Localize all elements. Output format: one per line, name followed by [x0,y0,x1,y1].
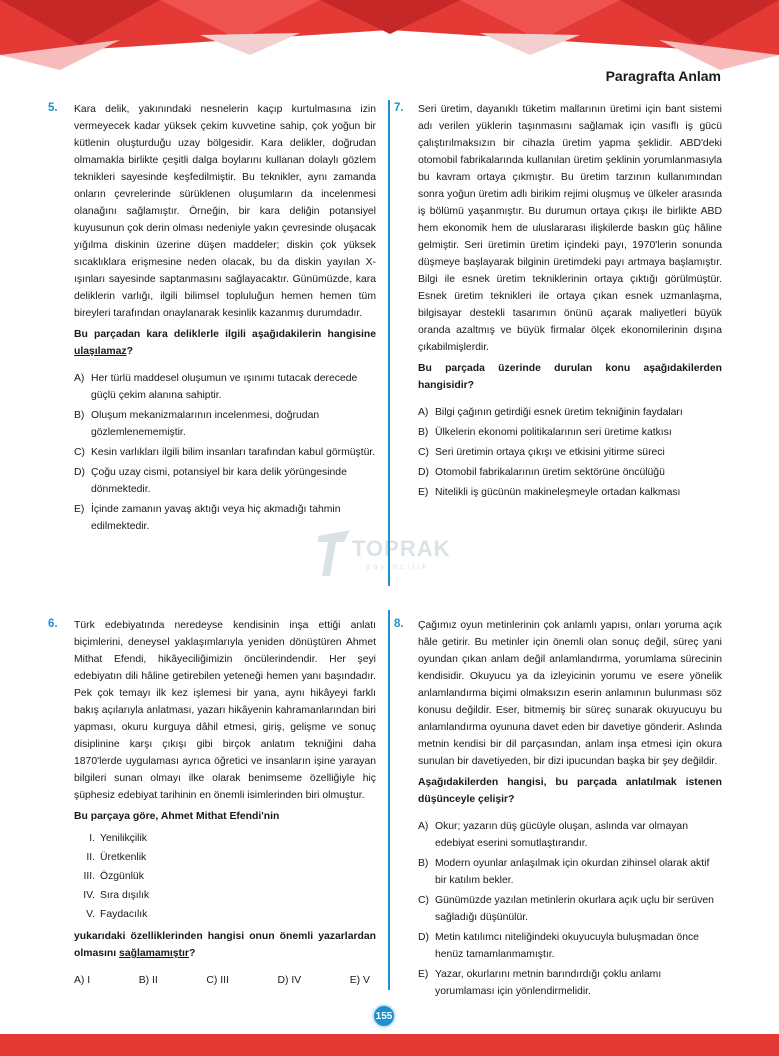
watermark-brand: TOPRAK [352,536,451,561]
question-6-option-b[interactable]: B) II [138,975,158,986]
question-8-option-e[interactable]: E) Yazar, okurlarını metnin barındırdığı çoklu anlamı yorumlaması için yönlendirmelidir. [418,969,662,997]
question-5-number: 5. [48,102,58,114]
question-5-option-a[interactable]: A) Her türlü maddesel oluşumun ve ışınımı tutacak derecede güçlü çekim alanına sahiptir. [74,373,358,401]
column-divider-top [388,100,390,586]
question-7-passage: Seri üretim, dayanıklı tüketim mallarının üretimi için bant sistemi adı verilen yüklerin taşınmasını sağlamak için vasıflı iş gücü çalıştırılmaksızın bir cihazla üretim yapma şeklidir. ABD'deki otomobil fabrikalarında kullanılan üretim şeklinin yorumlanmasıyla bu kavram ortaya çıkmıştır. Bu üretim tarzının kullanımından sonra yoğun üretim adlı birikim rejimi oluşmuş ve ülkeler arasında iş bölümü yaşanmıştır. Bu durumun ortaya çıkışı ile birlikte ABD hem ekonomik hem de uluslararası ilişkilerde baskın güç hâline gelmiştir. Seri üretimin üretim içindeki payı, 1970'lerin sonunda düşmeye başlayarak bilginin üretimdeki payı artmaya başlamıştır. Bilgi ile esnek üretim tekniklerinin ortaya çıktığı görülmüştür. Esnek üretim teknikleri ile ortaya çıkan esnek uzmanlaşma, bilgisayar destekli tasarımın önünü açarak maliyetleri büyük oranda azaltmış ve büyük firmalar ölçek ekonomilerinin dışına çıkabilmişlerdir. [418,104,722,353]
footer-decoration [0,1034,779,1056]
column-divider-bottom [388,610,390,990]
question-5 [74,101,376,538]
question-6-items [74,829,376,924]
question-6-item-5: V. Faydacılık [86,909,148,920]
question-6-item-2: II. Üretkenlik [86,852,147,863]
question-8-options [418,818,722,1000]
question-6-item-3: III. Özgünlük [83,871,144,882]
question-7-option-e[interactable]: E) Nitelikli iş gücünün makineleşmeyle ortadan kalkması [418,487,681,498]
question-6-item-1: I. Yenilikçilik [89,833,147,844]
question-8-option-d[interactable]: D) Metin katılımcı niteliğindeki okuyucuyla buluşmadan önce henüz tamamlanmamıştır. [418,932,699,960]
question-5-option-e[interactable]: E) İçinde zamanın yavaş aktığı veya hiç akmadığı tahmin edilmektedir. [74,504,341,532]
question-7-options [418,404,722,501]
question-8-number: 8. [394,618,404,630]
question-6-option-c[interactable]: C) III [206,975,229,986]
question-5-passage: Kara delik, yakınındaki nesnelerin kaçıp kurtulmasına izin vermeyecek kadar yüksek çekim kuvvetine sahip, çok yoğun bir kütlenin oluşturduğu uzay bölgesidir. Kara delikler, doğrudan olmamakla birlikte çeşitli dalga boylarını kullanan dolaylı gözlem teknikleri sayesinde keşfedilmiştir. Bu teknikler, aynı zamanda onların çevrelerinde sürüklenen oluşumların da incelenmesi olanağını sağlamıştır. Örneğin, bir kara deliğin potansiyel kuyusunun çok derin olması nedeniyle yakın çevresinde oluşacak yığılma diskinin üzerine düşen maddeler; diskin çok yüksek sıcaklıklara erişmesine neden olacak, bu da diskin yayılan X-ışınları sayesinde saptanmasını sağlayacaktır. Günümüzde, kara deliklerin varlığı, ilgili bilimsel topluluğun hemen hemen tüm bireyleri tarafından onaylanarak kesinlik kazanmış durumdadır. [74,104,376,319]
question-7-stem: Bu parçada üzerinde durulan konu aşağıdakilerden hangisidir? [418,363,722,391]
question-5-stem-underlined: ulaşılamaz [74,346,127,357]
question-8-option-b[interactable]: B) Modern oyunlar anlaşılmak için okurdan zihinsel olarak aktif bir katılım bekler. [418,858,710,886]
question-7-option-b[interactable]: B) Ülkelerin ekonomi politikalarının seri üretime katkısı [418,427,672,438]
question-6-stem-underlined: sağlamamıştır [119,948,189,959]
question-6-stem-2: yukarıdaki özelliklerinden hangisi onun önemli yazarlardan olmasını sağlamamıştır? [74,931,376,959]
question-7-number: 7. [394,102,404,114]
question-6-item-4: IV. Sıra dışılık [83,890,150,901]
question-7 [418,101,722,504]
question-6-options [74,972,376,989]
publisher-watermark [318,528,458,580]
page-number: 155 [372,1004,396,1028]
question-5-option-b[interactable]: B) Oluşum mekanizmalarının incelenmesi, doğrudan gözlemlenememiştir. [74,410,320,438]
question-5-option-c[interactable]: C) Kesin varlıkları ilgili bilim insanları tarafından kabul görmüştür. [74,447,376,458]
question-8-stem: Aşağıdakilerden hangisi, bu parçada anlatılmak istenen düşünceyle çelişir? [418,777,722,805]
question-8-option-c[interactable]: C) Günümüzde yazılan metinlerin okurlara açık uçlu bir serüven sağladığı düşünülür. [418,895,714,923]
question-6-number: 6. [48,618,58,630]
question-7-option-d[interactable]: D) Otomobil fabrikalarının üretim sektörüne öncülüğü [418,467,665,478]
question-8-option-a[interactable]: A) Okur; yazarın düş gücüyle oluşan, aslında var olmayan edebiyat eserini somutlaştırandır. [418,821,688,849]
question-5-stem: Bu parçadan kara deliklerle ilgili aşağıdakilerin hangisine ulaşılamaz? [74,329,376,357]
watermark-sub: yayıncılık [366,562,430,571]
question-6 [74,617,376,989]
section-title: Paragrafta Anlam [605,68,721,84]
question-5-option-d[interactable]: D) Çoğu uzay cismi, potansiyel bir kara delik yörüngesinde dönmektedir. [74,467,347,495]
question-7-option-a[interactable]: A) Bilgi çağının getirdiği esnek üretim tekniğinin faydaları [418,407,683,418]
question-6-stem: Bu parçaya göre, Ahmet Mithat Efendi'nin [74,811,280,822]
question-8-passage: Çağımız oyun metinlerinin çok anlamlı yapısı, onları yoruma açık hâle getirir. Bu metinler için önemli olan sonuç değil, süreç yani oyundan çıkan anlam değil anlamlandırma, yorumlama sürecinin kendisidir. Okuyucu ya da izleyicinin yorumu ve esere yönelik anlamlandırma biçimi olmaksızın eserin anlamının bulunması söz konusu değildir. Eser, bitmemiş bir süreç sunarak okuyucuyu bu anlamlandırma oyununa davet eden bir davetiye gönderir. Aslında metnin kendisi bir dil parçasından, anlam inşa etmesi için okura sunulan bir davetiyeden, bir dizi ipucundan başka bir şey değildir. [418,620,722,767]
question-6-option-a[interactable]: A) I [74,975,91,986]
question-5-options [74,370,376,535]
question-6-option-e[interactable]: E) V [349,975,370,986]
question-8 [418,617,722,1003]
question-6-option-d[interactable]: D) IV [277,975,302,986]
question-7-option-c[interactable]: C) Seri üretimin ortaya çıkışı ve etkisini yitirme süreci [418,447,665,458]
question-6-passage: Türk edebiyatında neredeyse kendisinin inşa ettiği anlatı biçimlerini, deneysel yaklaşımlarıyla yeniden dönüştüren Ahmet Mithat Efendi, hikâyeciliğimizin öncülerindendir. Her şeyi edebiyatın dili hâline getirebilen yeteneği hemen yanı başındadır. Pek çok temayı ilk kez işlemesi bir yana, aynı hikâyeyi farklı bakış açılarıyla anlatması, yazarı hikâyenin kahramanlarından biri yapması, okuru kurguya dâhil etmesi, giriş, gelişme ve sonuç disiplinine karşı çıkışı gibi birçok anlatım tekniğini daha 1870'lerde uygulaması ayrıca öğretici ve insanların işine yarayan bilgileri sunan olmayı ilke olarak benimseme özelliğiyle hiç şüphesiz edebiyat tarihinin en önemli isimlerinden biri olmuştur. [74,620,376,801]
